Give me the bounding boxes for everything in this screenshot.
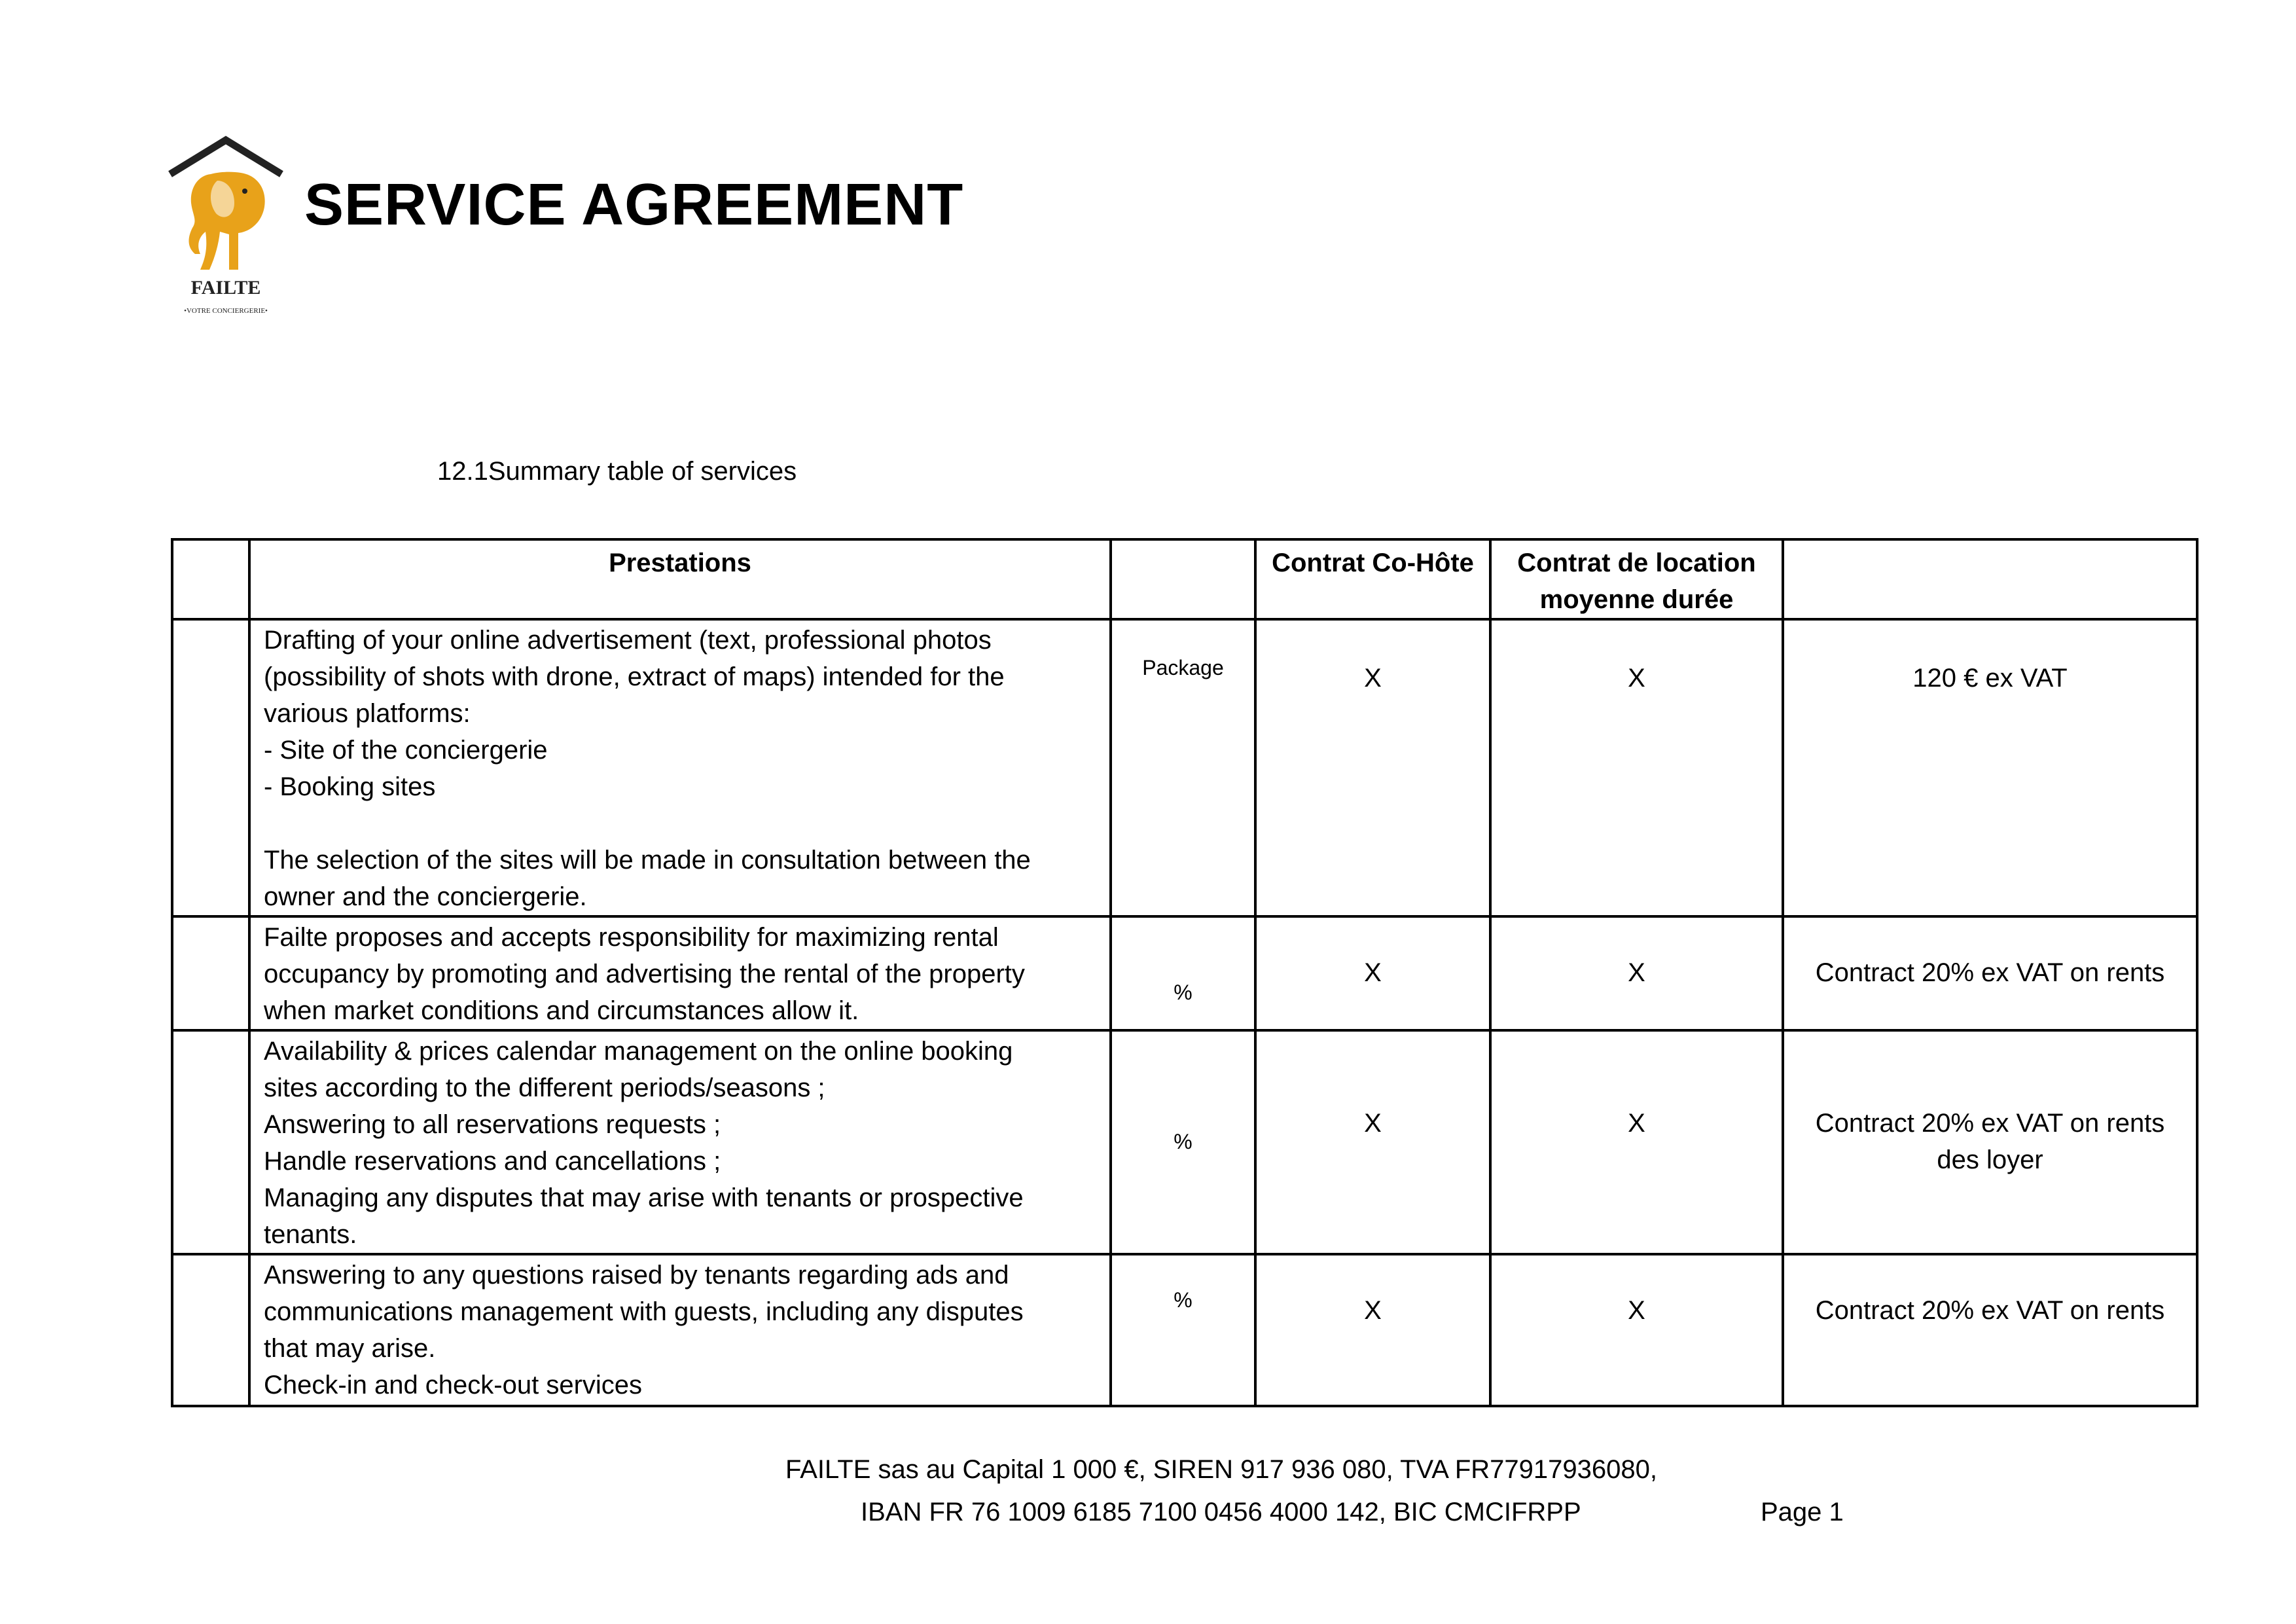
description-line: Drafting of your online advertisement (text, professional photos [264, 626, 992, 655]
service-price: Contract 20% ex VAT on rents [1783, 916, 2197, 1030]
cohote-mark: X [1255, 916, 1490, 1030]
location-mark: X [1490, 916, 1783, 1030]
description-line: sites according to the different periods/seasons ; [264, 1074, 825, 1102]
header-cell-index [172, 539, 249, 619]
header-price [1783, 539, 2197, 619]
description-spacer [264, 805, 1099, 842]
description-line: - Booking sites [264, 772, 436, 801]
description-line: Availability & prices calendar management on the online booking [264, 1037, 1013, 1066]
description-line: Failte proposes and accepts responsibility for maximizing rental [264, 923, 999, 952]
description-line: Answering to all reservations requests ; [264, 1110, 721, 1139]
description-line: - Site of the conciergerie [264, 736, 548, 765]
row-index-cell [172, 916, 249, 1030]
elephant-house-logo-icon [166, 135, 285, 318]
pricing-unit: % [1111, 1030, 1255, 1254]
section-heading: 12.1Summary table of services [437, 457, 797, 486]
table-row [172, 1030, 2197, 1254]
header-contrat-location: Contrat de location moyenne durée [1490, 539, 1783, 619]
row-index-cell [172, 619, 249, 916]
pricing-unit: % [1111, 916, 1255, 1030]
description-line: (possibility of shots with drone, extract of maps) intended for the [264, 662, 1005, 691]
table-row [172, 1254, 2197, 1406]
description-line: owner and the conciergerie. [264, 882, 587, 911]
service-price: Contract 20% ex VAT on rents des loyer [1783, 1030, 2197, 1254]
row-index-cell [172, 1254, 249, 1406]
location-mark: X [1490, 619, 1783, 916]
table-row [172, 916, 2197, 1030]
description-line: Handle reservations and cancellations ; [264, 1147, 721, 1176]
footer-bank-info: IBAN FR 76 1009 6185 7100 0456 4000 142, BIC CMCIFRPP [861, 1498, 1581, 1526]
service-description [249, 1030, 1111, 1254]
table-header-row [172, 539, 2197, 619]
description-line: that may arise. [264, 1334, 436, 1363]
service-description [249, 619, 1111, 916]
location-mark: X [1490, 1030, 1783, 1254]
description-line: various platforms: [264, 699, 471, 728]
description-line: communications management with guests, including any disputes [264, 1297, 1024, 1326]
service-description [249, 1254, 1111, 1406]
logo-tagline: •VOTRE CONCIERGERIE• [184, 307, 268, 315]
service-price: Contract 20% ex VAT on rents [1783, 1254, 2197, 1406]
header-unit [1111, 539, 1255, 619]
description-line: when market conditions and circumstances allow it. [264, 996, 859, 1025]
header-contrat-cohote: Contrat Co-Hôte [1255, 539, 1490, 619]
description-line: occupancy by promoting and advertising the rental of the property [264, 960, 1025, 988]
failte-logo [166, 135, 285, 318]
service-price: 120 € ex VAT [1783, 619, 2197, 916]
description-line: The selection of the sites will be made in consultation between the [264, 846, 1031, 875]
description-line: tenants. [264, 1220, 357, 1249]
footer-company-info: FAILTE sas au Capital 1 000 €, SIREN 917 936 080, TVA FR77917936080, [785, 1455, 1657, 1484]
cohote-mark: X [1255, 1030, 1490, 1254]
description-line: Managing any disputes that may arise with tenants or prospective [264, 1183, 1024, 1212]
cohote-mark: X [1255, 1254, 1490, 1406]
pricing-unit: Package [1111, 619, 1255, 916]
table-row [172, 619, 2197, 916]
row-index-cell [172, 1030, 249, 1254]
description-line: Answering to any questions raised by tenants regarding ads and [264, 1261, 1009, 1290]
description-line: Check-in and check-out services [264, 1371, 643, 1399]
header-prestations: Prestations [249, 539, 1111, 619]
cohote-mark: X [1255, 619, 1490, 916]
location-mark: X [1490, 1254, 1783, 1406]
service-description [249, 916, 1111, 1030]
services-summary-table [171, 538, 2198, 1407]
logo-name: FAILTE [190, 277, 261, 298]
page-number: Page 1 [1761, 1498, 1844, 1526]
pricing-unit: % [1111, 1254, 1255, 1406]
page-title: SERVICE AGREEMENT [304, 172, 964, 238]
